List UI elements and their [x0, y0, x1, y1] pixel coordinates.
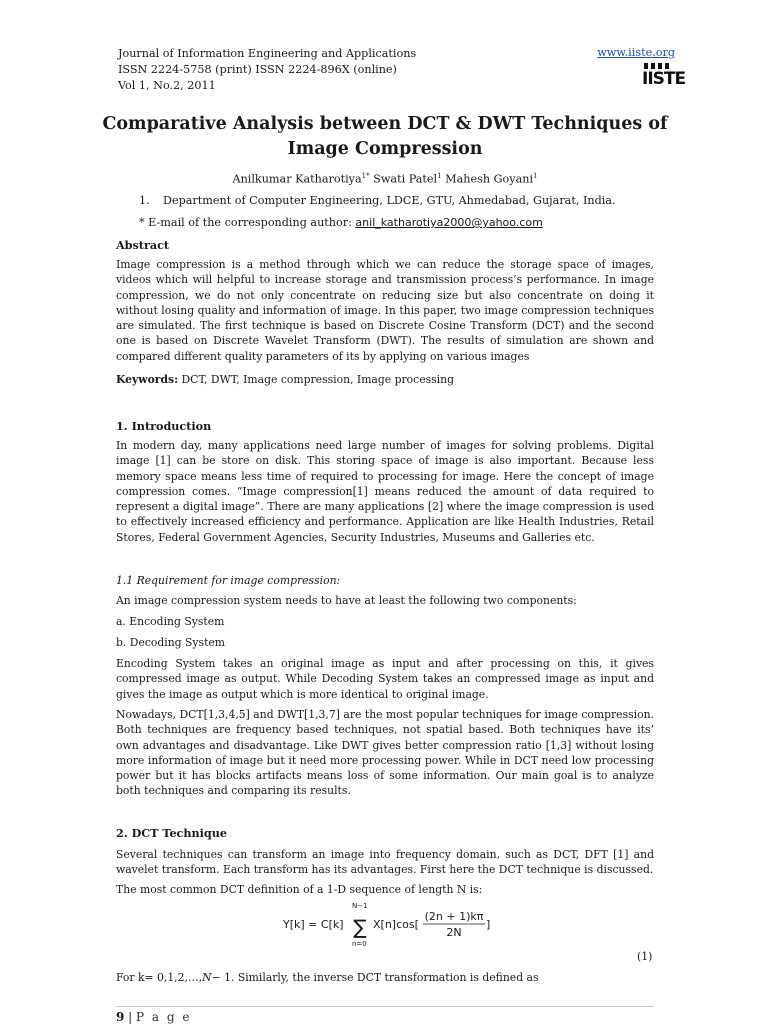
- email-link[interactable]: anil_katharotiya2000@yahoo.com: [355, 216, 543, 229]
- equation-number: (1): [637, 950, 653, 963]
- eq-fraction-numerator: (2n + 1)kπ: [424, 910, 484, 923]
- logo-text: IISTE: [642, 69, 686, 89]
- eq-upper-limit: N−1: [352, 902, 368, 910]
- inverse-dct-line: [116, 971, 539, 984]
- eq-fraction-denominator: 2N: [446, 926, 462, 939]
- intro-heading: 1. Introduction: [116, 419, 212, 433]
- list-item-decoding: b. Decoding System: [116, 636, 226, 649]
- dct-definition-line: The most common DCT definition of a 1-D sequence of length N is:: [116, 883, 483, 896]
- iiste-logo: [642, 63, 686, 91]
- keywords: [116, 373, 454, 386]
- intro-text: In modern day, many applications need large number of images for solving problems. Digital image [1] can be store on disk. This storing space of image is also important. Because less memory space means less time of required to processing for image. Here the concept of image compression comes. “Image compression[1] means reduced the amount of data required to represent a digital image”. There are many applications [2] where the image compression is used to effectively increased efficiency and performance. Application are like Health Industries, Retail Stores, Federal Government Agencies, Security Industries, Museums and Galleries etc.: [116, 439, 654, 544]
- journal-url-link[interactable]: www.iiste.org: [597, 46, 675, 59]
- journal-header: [118, 46, 416, 93]
- eq-close-bracket: ]: [486, 918, 491, 931]
- encoding-paragraph: Encoding System takes an original image as input and after processing on this, it gives compressed image as output. While Decoding System takes an compressed image as input and gives the image as output which is more identical to original image.: [116, 657, 654, 701]
- abstract-text: Image compression is a method through which we can reduce the storage space of images, videos which will helpful to increase storage and transmission process’s performance. In image compression, we do not only concentrate on reducing size but also concentrate on doing it without losing quality and information of image. In this paper, two image compression techniques are simulated. The first technique is based on Discrete Cosine Transform (DCT) and the second one is based on Discrete Wavelet Transform (DWT). The results of simulation are shown and compared different quality parameters of its by applying on various images: [116, 258, 654, 363]
- title-line-2: Image Compression: [287, 139, 483, 159]
- author-1: Anilkumar Katharotiya: [232, 172, 362, 186]
- dct-paragraph: Several techniques can transform an image into frequency domain, such as DCT, DFT [1] and wavelet transform. Each transform has its advantages. First here the DCT technique is discussed.: [116, 848, 654, 877]
- list-item-encoding: a. Encoding System: [116, 615, 225, 628]
- title-line-1: Comparative Analysis between DCT & DWT Techniques of: [102, 114, 668, 134]
- page-footer: [116, 1010, 192, 1024]
- author-list: [100, 172, 670, 186]
- dct-heading: 2. DCT Technique: [116, 826, 227, 840]
- affiliation-number: 1.: [139, 194, 150, 207]
- affiliation-text: Department of Computer Engineering, LDCE, GTU, Ahmedabad, Gujarat, India.: [163, 194, 616, 207]
- journal-issn: ISSN 2224-5758 (print) ISSN 2224-896X (online): [118, 62, 397, 76]
- inverse-line-var: N: [202, 971, 212, 984]
- footer-divider: [116, 1006, 654, 1007]
- requirement-heading: 1.1 Requirement for image compression:: [116, 574, 341, 587]
- author-3: Mahesh Goyani: [441, 172, 534, 186]
- keywords-label: Keywords:: [116, 373, 179, 386]
- author-2: Swati Patel: [369, 172, 438, 186]
- author-3-sup: 1: [533, 172, 538, 180]
- email-label: * E-mail of the corresponding author:: [139, 216, 356, 229]
- paper-title: [100, 112, 670, 162]
- author-2-sup: 1: [437, 172, 442, 180]
- abstract-heading: Abstract: [116, 238, 170, 252]
- dct-equation: [283, 900, 493, 950]
- inverse-line-post: − 1. Similarly, the inverse DCT transformation is defined as: [211, 971, 539, 984]
- sigma-icon: ∑: [353, 915, 367, 939]
- affiliation: [139, 194, 616, 207]
- inverse-line-pre: For k= 0,1,2,…,: [116, 971, 203, 984]
- eq-lhs: Y[k] = C[k]: [283, 918, 344, 931]
- page-number: 9: [116, 1010, 125, 1024]
- journal-name: Journal of Information Engineering and Applications: [118, 47, 417, 60]
- techniques-paragraph: Nowadays, DCT[1,3,4,5] and DWT[1,3,7] are the most popular techniques for image compression. Both techniques are frequency based techniques, not spatial based. Both techniques have its’ own advantages and disadvantage. Like DWT gives better compression ratio [1,3] without losing more information of image but it need more processing power. While in DCT need low processing power but it has blocks artifacts means loss of some information. Our main goal is to analyze both techniques and comparing its results.: [116, 708, 654, 798]
- journal-volume: Vol 1, No.2, 2011: [118, 78, 216, 92]
- eq-lower-limit: n=0: [352, 940, 367, 948]
- footer-page-label: P a g e: [136, 1010, 192, 1024]
- requirement-intro: An image compression system needs to have at least the following two components:: [116, 594, 577, 607]
- footer-separator: |: [124, 1010, 137, 1024]
- author-1-sup: 1*: [361, 172, 370, 180]
- eq-body: X[n]cos[: [373, 918, 419, 931]
- corresponding-email: [139, 216, 543, 229]
- keywords-text: DCT, DWT, Image compression, Image processing: [178, 373, 455, 386]
